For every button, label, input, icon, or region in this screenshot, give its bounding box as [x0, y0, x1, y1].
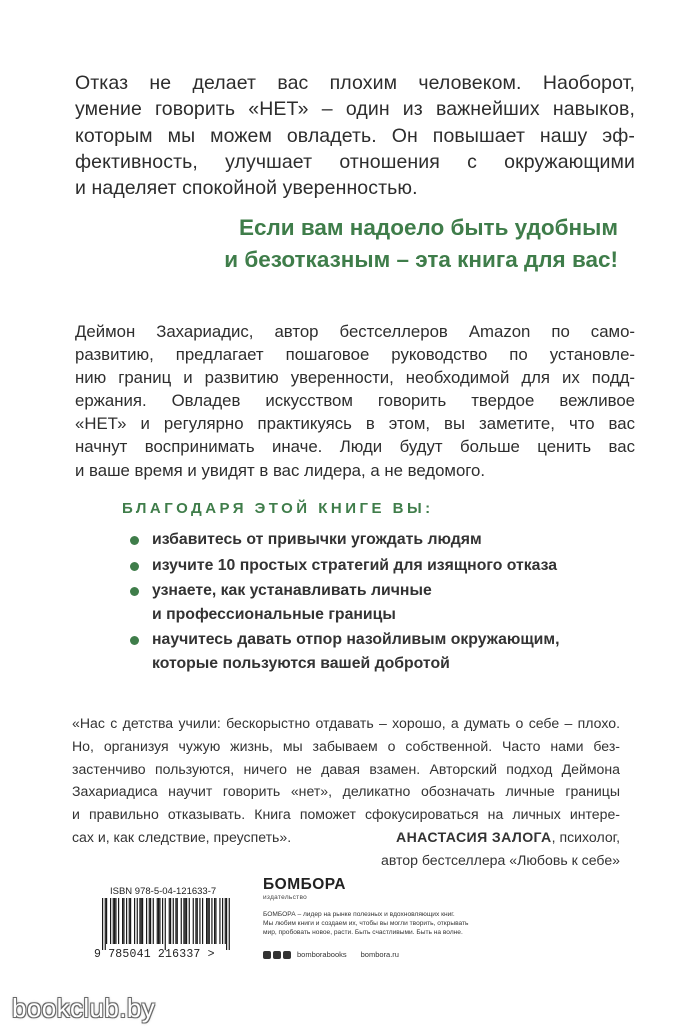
barcode-bar [215, 898, 216, 944]
headline-line: Если вам надоело быть удобным [238, 215, 618, 240]
description-line: Деймон Захариадис, автор бестселлеров Amazon по само- [75, 322, 635, 341]
barcode-bar [115, 898, 116, 944]
barcode-bar [149, 898, 150, 944]
attribution-line [381, 826, 620, 849]
barcode-bar [199, 898, 200, 944]
barcode-bar [173, 898, 174, 944]
barcode-bar [207, 898, 208, 944]
barcode-bar [177, 898, 178, 944]
publisher-text-line: мир, пробовать новое, расти. Быть счастливыми. Быть на волне. [263, 929, 463, 937]
social-handle: bomborabooks [297, 950, 347, 959]
barcode-bar [183, 898, 184, 944]
intro-line: Отказ не делает вас плохим человеком. Наоборот, [75, 72, 635, 94]
attribution-line: автор бестселлера «Любовь к себе» [380, 851, 620, 868]
benefit-line: и профессиональные границы [152, 605, 396, 623]
barcode-bar [197, 898, 198, 944]
benefit-line: избавитесь от привычки угождать людям [152, 531, 482, 548]
benefit-item [128, 528, 608, 552]
barcode-bar [189, 898, 190, 944]
benefit-line: которые пользуются вашей добротой [152, 654, 450, 672]
barcode-bar [175, 898, 176, 944]
barcode-bar [118, 898, 119, 944]
barcode-bar [162, 898, 163, 944]
intro-paragraph [75, 70, 635, 201]
publisher-site: bombora.ru [360, 950, 399, 959]
barcode-bar [181, 898, 182, 944]
barcode-bar [185, 898, 186, 944]
barcode-bar [186, 898, 187, 944]
bullet-icon [130, 536, 139, 545]
barcode-bar [137, 898, 138, 944]
isbn-label: ISBN 978-5-04-121633-7 [110, 886, 217, 897]
barcode-bar [202, 898, 203, 944]
quote-line: Но, организуя чужую жизнь, мы забываем о собственной. Часто нами без- [72, 737, 620, 754]
headline-line: и безотказным – эта книга для вас! [224, 247, 618, 272]
bullet-icon [130, 562, 139, 571]
intro-line: умение говорить «НЕТ» – один из важнейших навыков, [75, 98, 635, 121]
barcode-digits: 9 785041 216337 > [94, 948, 215, 961]
barcode-bar [214, 898, 215, 944]
barcode-bar [102, 898, 103, 950]
barcode-bar [229, 898, 230, 950]
publisher-social [263, 950, 399, 959]
quote-line: Захариадиса научит говорить «нет», деликатно обозначать личные границы [72, 783, 620, 800]
intro-line: которым мы можем овладеть. Он повышает нашу эф- [75, 124, 635, 147]
benefits-list [128, 528, 608, 677]
benefit-line: научитесь давать отпор назойливым окружающим, [152, 631, 560, 648]
description-line: развитию, предлагает пошаговое руководство по установле- [75, 345, 635, 365]
social-icon [283, 951, 291, 959]
description-line: начнут воспринимать иначе. Люди будут больше ценить вас [75, 437, 635, 457]
barcode-bar [123, 898, 124, 944]
social-icon [273, 951, 281, 959]
barcode-bar [106, 898, 107, 944]
benefit-line: изучите 10 простых стратегий для изящного отказа [152, 556, 558, 574]
bullet-icon [130, 636, 139, 645]
quote-line: «Нас с детства учили: бескорыстно отдавать – хорошо, а думать о себе – плохо. [72, 715, 620, 731]
watermark: bookclub.by [12, 993, 156, 1023]
description-line: ержания. Овладев искусством говорить твердое вежливое [75, 391, 635, 411]
benefit-item [128, 628, 608, 675]
description-line: нию границ и развитию уверенности, необходимой для их подд- [75, 368, 635, 388]
benefit-line: узнаете, как устанавливать личные [152, 582, 432, 599]
benefit-item [128, 579, 608, 626]
social-icon [263, 951, 271, 959]
quote-line: застенчиво пользуются, ничего не давая взамен. Авторский подход Деймона [72, 760, 620, 777]
barcode-bar [170, 898, 171, 944]
benefit-item [128, 554, 608, 578]
description-paragraph [75, 320, 635, 482]
barcode-bar [225, 898, 226, 944]
barcode-bar [105, 898, 106, 950]
barcode-bar [114, 898, 115, 944]
barcode [102, 898, 230, 950]
attribution-name: АНАСТАСИЯ ЗАЛОГА [396, 829, 552, 845]
barcode-bar [130, 898, 131, 944]
barcode-bar [169, 898, 170, 944]
description-line: «НЕТ» и регулярно практикуясь в этом, вы заметите, что вас [75, 414, 635, 434]
barcode-bar [159, 898, 160, 944]
barcode-bar [146, 898, 147, 944]
quote-line: и правильно отказывать. Книга поможет сфокусироваться на личных интере- [72, 806, 620, 823]
barcode-bar [226, 898, 227, 950]
barcode-bar [209, 898, 210, 944]
publisher-logo: БОМБОРА [263, 876, 346, 893]
barcode-bar [150, 898, 151, 944]
publisher-text-line: БОМБОРА – лидер на рынке полезных и вдохновляющих книг. [263, 911, 455, 918]
barcode-bar [165, 898, 166, 950]
barcode-bar [195, 898, 196, 944]
headline [224, 212, 618, 276]
barcode-bar [129, 898, 130, 944]
benefits-title: БЛАГОДАРЯ ЭТОЙ КНИГЕ ВЫ: [122, 500, 434, 517]
intro-line: и наделяет спокойной уверенностью. [75, 177, 418, 200]
barcode-bar [222, 898, 223, 944]
barcode-bar [122, 898, 123, 944]
barcode-bar [211, 898, 212, 944]
publisher-text-line: Мы любим книги и создаем их, чтобы вы могли творить, открывать [263, 920, 469, 928]
barcode-bar [193, 898, 194, 944]
barcode-bar [126, 898, 127, 944]
publisher-subtitle: издательство [263, 894, 308, 901]
barcode-bar [113, 898, 114, 944]
barcode-bar [134, 898, 135, 944]
description-line: и ваше время и увидят в вас лидера, а не ведомого. [75, 460, 486, 480]
intro-line: фективность, улучшает отношения с окружающими [75, 150, 635, 173]
attribution-role: , психолог, [551, 829, 620, 845]
quote-line: сах и, как следствие, преуспеть». [72, 828, 292, 845]
barcode-bar [142, 898, 143, 944]
bullet-icon [130, 587, 139, 596]
barcode-bar [139, 898, 140, 944]
barcode-bar [158, 898, 159, 944]
publisher-description [263, 910, 563, 937]
barcode-bar [157, 898, 158, 944]
quote-attribution [381, 826, 620, 871]
barcode-bar [110, 898, 111, 944]
barcode-bar [219, 898, 220, 944]
barcode-bar [141, 898, 142, 944]
barcode-bar [206, 898, 207, 944]
barcode-bar [153, 898, 154, 944]
